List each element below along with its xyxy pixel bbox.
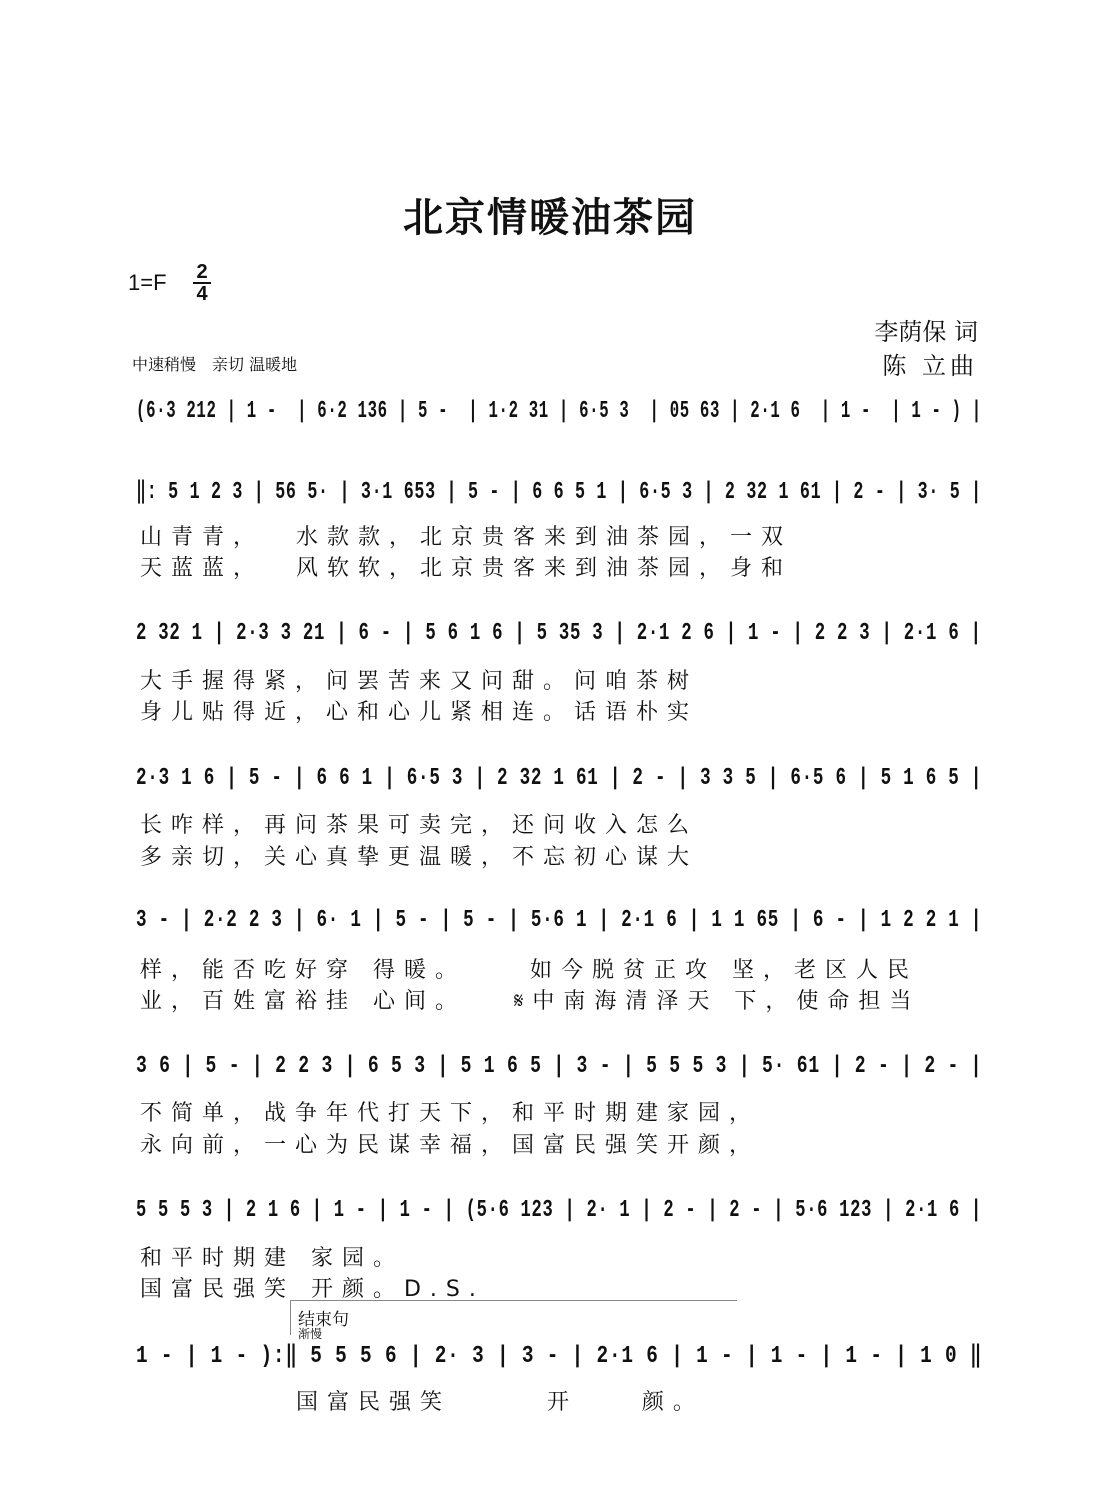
lyric-line: 身儿贴得近，心和心儿紧相连。话语朴实: [140, 700, 699, 725]
notation-row-1: [130, 388, 980, 432]
notation-row-3: [130, 610, 980, 654]
row-notes: 3 - | 2·2 2 3 | 6· 1 | 5 - | 5 - | 5·6 1 | 2·1 6 | 1 1 65 | 6 - | 1 2 2 1 |: [136, 907, 983, 934]
composer-credit: 陈 立曲: [882, 352, 978, 380]
lyric-line: 长咋样，再问茶果可卖完，还问收入怎么: [140, 813, 699, 838]
lyricist-credit: 李荫保 词: [874, 318, 978, 346]
time-signature: [190, 262, 214, 304]
row-notes: 5 5 5 3 | 2 1 6 | 1 - | 1 - | (5·6 123 | 2· 1 | 2 - | 2 - | 5·6 123 | 2·1 6 |: [136, 1197, 982, 1224]
lyric-line: 大手握得紧，问罢苦来又问甜。问咱茶树: [140, 669, 699, 694]
lyric-line: 业，百姓富裕挂 心间。 𝄋中南海清泽天 下，使命担当: [140, 989, 921, 1014]
song-title: 北京情暖油茶园: [403, 195, 697, 241]
row-notes: ‖: 5 1 2 3 | 56 5· | 3·1 653 | 5 - | 6 6 5 1 | 6·5 3 | 2 32 1 61 | 2 - | 3· 5 |: [136, 479, 982, 506]
row-notes: 1 - | 1 - ):‖ 5 5 5 6 | 2· 3 | 3 - | 2·1 6 | 1 - | 1 - | 1 - | 1 0 ‖: [136, 1343, 983, 1370]
lyric-line: 国富民强笑 开 颜。: [296, 1390, 704, 1415]
ending-tempo: 渐慢: [298, 1327, 323, 1341]
lyric-line: 天蓝蓝， 风软软，北京贵客来到油茶园，身和: [140, 556, 792, 581]
row-notes: (6·3 212 | 1 - | 6·2 136 | 5 - | 1·2 31 | 6·5 3 | 05 63 | 2·1 6 | 1 - | 1 - ) |: [136, 398, 982, 425]
meter-top: 2: [196, 261, 208, 283]
lyric-line: 永向前，一心为民谋幸福，国富民强笑开颜，: [140, 1133, 761, 1158]
notation-row-2: [130, 466, 980, 510]
notation-row-4: [130, 755, 983, 799]
notation-row-6: [130, 1043, 983, 1087]
key-signature: 1=F: [128, 270, 167, 295]
meter-bottom: 4: [196, 283, 208, 305]
notation-row-5: [130, 897, 983, 941]
lyric-line: 样，能否吃好穿 得暖。 如今脱贫正攻 坚，老区人民: [140, 958, 918, 983]
row-notes: 3 6 | 5 - | 2 2 3 | 6 5 3 | 5 1 6 5 | 3 - | 5 5 5 3 | 5· 61 | 2 - | 2 - |: [136, 1053, 983, 1080]
row-notes: 2·3 1 6 | 5 - | 6 6 1 | 6·5 3 | 2 32 1 61 | 2 - | 3 3 5 | 6·5 6 | 5 1 6 5 |: [136, 765, 983, 792]
notation-row-7: [130, 1187, 980, 1231]
lyric-line: 多亲切，关心真挚更温暖，不忘初心谋大: [140, 845, 699, 870]
lyric-line: 不简单，战争年代打天下，和平时期建家园，: [140, 1101, 761, 1126]
lyric-line: 国富民强笑 开颜。D.S.: [140, 1277, 485, 1302]
row-notes: 2 32 1 | 2·3 3 21 | 6 - | 5 6 1 6 | 5 35 3 | 2·1 2 6 | 1 - | 2 2 3 | 2·1 6 |: [136, 620, 982, 647]
notation-row-8: [130, 1330, 983, 1374]
tempo-marking: 中速稍慢 亲切 温暖地: [132, 355, 298, 374]
lyric-line: 和平时期建 家园。: [140, 1246, 404, 1271]
lyric-line: 山青青， 水款款，北京贵客来到油茶园，一双: [140, 525, 792, 550]
ending-label: 结束句: [298, 1310, 349, 1330]
